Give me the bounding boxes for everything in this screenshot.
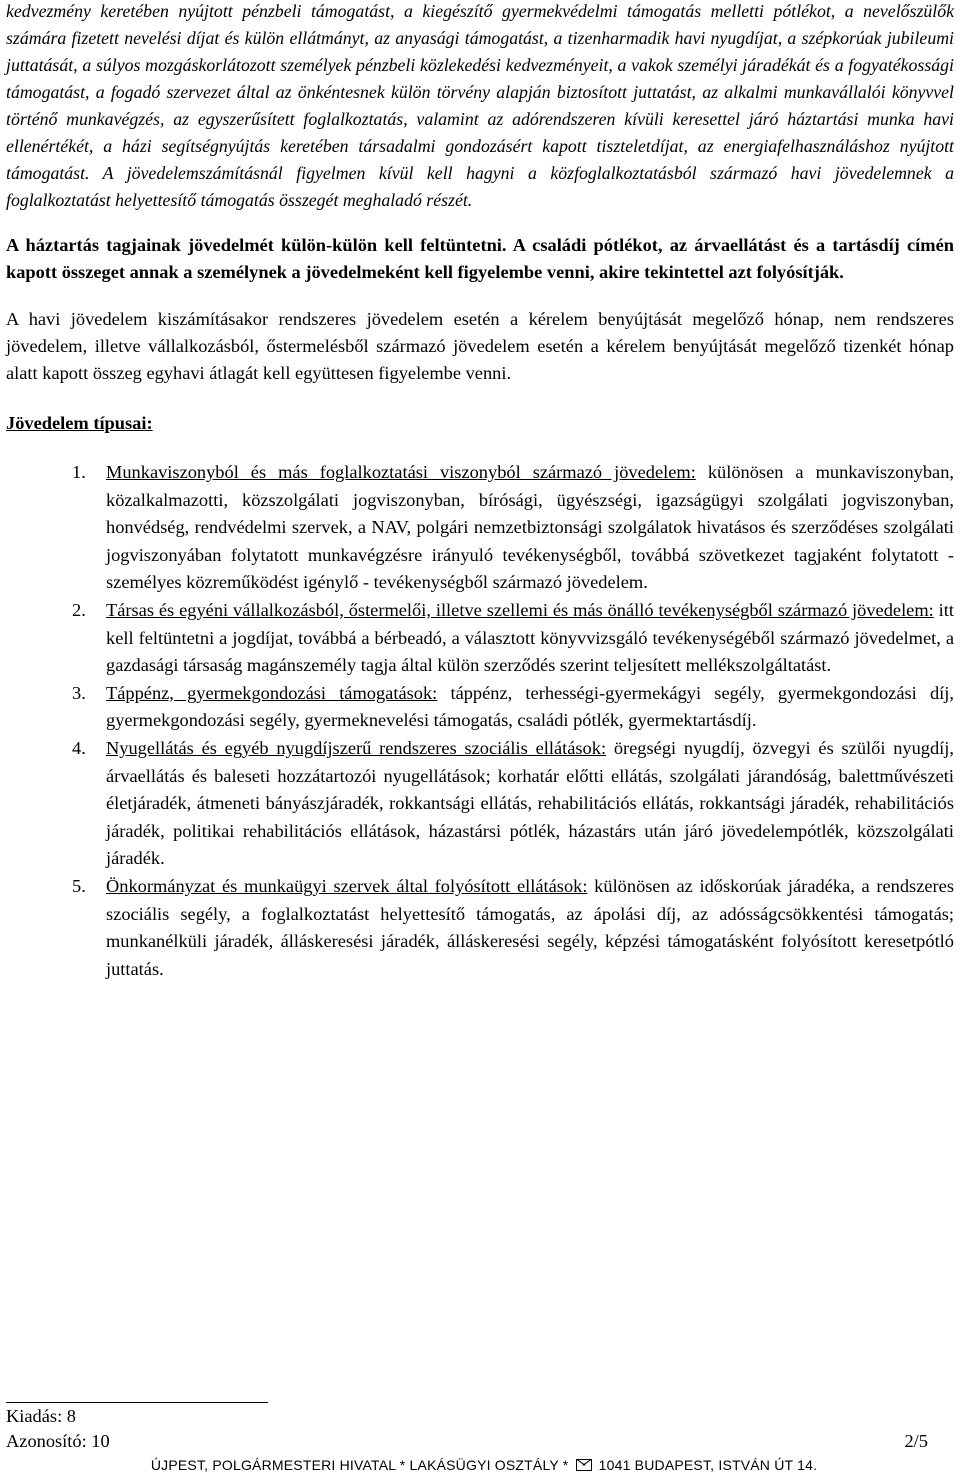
footer-edition: Kiadás: 8	[6, 1406, 76, 1426]
list-item-number: 5.	[72, 875, 86, 896]
income-types-list	[6, 459, 954, 983]
list-item	[72, 873, 954, 983]
list-item	[72, 597, 954, 680]
intro-italic-text: kedvezmény keretében nyújtott pénzbeli támogatást, a kiegészítő gyermekvédelmi támogatás melletti pótlékot, a nevelőszülők számára fizetett nevelési díjat és külön ellátmányt, az anyasági támogatást, a tizenharmadik havi nyugdíjat, a szépkorúak jubileumi juttatását, a súlyos mozgáskorlátozott személyek pénzbeli közlekedési kedvezményeit, a vakok személyi járadékát és a fogyatékossági támogatást, a fogadó szervezet által az önkéntesnek külön törvény alapján biztosított juttatást, az alkalmi munkavállalói könyvvel történő munkavégzés, az egyszerűsített foglalkoztatás, valamint az adórendszeren kívüli keresettel járó háztartási munka havi ellenértékét, a házi segítségnyújtás keretében társadalmi gondozásért kapott tiszteletdíjat, az energiafelhasználáshoz nyújtott támogatást.	[6, 1, 954, 183]
footer-address-left: ÚJPEST, POLGÁRMESTERI HIVATAL * LAKÁSÜGYI OSZTÁLY *	[150, 1457, 569, 1473]
list-item-text: táppénz, terhességi-gyermekágyi segély, gyermekgondozási díj, gyermekgondozási segély, gyermeknevelési támogatás, családi pótlék, gyermektartásdíj.	[106, 682, 954, 731]
document-page	[6, 0, 954, 983]
footer-identifier: Azonosító: 10	[6, 1431, 110, 1451]
list-item	[72, 680, 954, 735]
list-item-title: Társas és egyéni vállalkozásból, őstermelői, illetve szellemi és más önálló tevékenységből származó jövedelem:	[106, 599, 934, 620]
list-item	[72, 459, 954, 597]
list-item-title: Nyugellátás és egyéb nyugdíjszerű rendszeres szociális ellátások:	[106, 737, 607, 758]
list-item-title: Táppénz, gyermekgondozási támogatások:	[106, 682, 438, 703]
page-footer	[6, 1404, 928, 1474]
list-item-text: öregségi nyugdíj, özvegyi és szülői nyugdíj, árvaellátás és baleseti hozzátartozói nyugellátások; korhatár előtti ellátás, szolgálati járandóság, balettművészeti életjáradék, átmeneti bányászjáradék, rokkantsági ellátás, rehabilitációs ellátás, rokkantsági járadék, rehabilitációs járadék, politikai rehabilitációs ellátások, házastársi pótlék, házastárs után járó jövedelempótlék, közszolgálati járadék.	[106, 737, 954, 869]
footer-address	[134, 1456, 834, 1474]
footer-divider	[6, 1402, 268, 1403]
footer-id-row	[6, 1429, 928, 1454]
list-item-number: 2.	[72, 599, 86, 620]
footer-address-right: 1041 BUDAPEST, ISTVÁN ÚT 14.	[598, 1457, 818, 1473]
list-item-number: 1.	[72, 462, 86, 482]
list-item-number: 3.	[72, 682, 86, 703]
income-types-heading: Jövedelem típusai:	[6, 413, 153, 433]
list-item-title: Önkormányzat és munkaügyi szervek által folyósított ellátások:	[106, 875, 588, 896]
envelope-icon	[576, 1459, 592, 1471]
household-members-paragraph: A háztartás tagjainak jövedelmét külön-külön kell feltüntetni. A családi pótlékot, az árvaellátást és a tartásdíj címén kapott összeget annak a személynek a jövedelmeként kell figyelembe venni, akire tekintettel azt folyósítják.	[6, 235, 954, 282]
intro-paragraph	[6, 0, 954, 214]
list-item-text: itt kell feltüntetni a jogdíjat, továbbá a bérbeadó, a választott könyvvizsgáló tevékenységéből származó jövedelmet, a gazdasági társaság magánszemély tagja által külön szerződés szerint teljesített mellékszolgáltatást.	[106, 599, 954, 676]
monthly-income-paragraph: A havi jövedelem kiszámításakor rendszeres jövedelem esetén a kérelem benyújtását megelőző hónap, nem rendszeres jövedelem, illetve vállalkozásból, őstermelésből származó jövedelem esetén a kérelem benyújtását megelőző tizenkét hónap alatt kapott összeg egyhavi átlagát kell együttesen figyelembe venni.	[6, 309, 954, 383]
list-item-text: különösen a munkaviszonyban, közalkalmazotti, közszolgálati jogviszonyban, bírósági, ügyészségi, igazságügyi szolgálati jogviszonyban, honvédség, rendvédelmi szervek, a NAV, polgári nemzetbiztonsági szolgálatok hivatásos és szerződéses szolgálati jogviszonyában folytatott munkavégzésre irányuló tevékenységből, továbbá szövetkezet tagjaként folytatott - személyes közreműködést igénylő - tevékenységből származó jövedelem.	[106, 462, 954, 593]
footer-page-number: 2/5	[904, 1431, 928, 1451]
intro-italic-tail: A jövedelemszámításnál figyelmen kívül kell hagyni a közfoglalkoztatásból származó havi jövedelemnek a foglalkoztatást helyettesítő támogatás összegét meghaladó részét.	[6, 163, 954, 210]
list-item-title: Munkaviszonyból és más foglalkoztatási viszonyból származó jövedelem:	[106, 462, 696, 482]
list-item	[72, 735, 954, 873]
list-item-number: 4.	[72, 737, 86, 758]
list-item-text: különösen az időskorúak járadéka, a rendszeres szociális segély, a foglalkoztatást helyettesítő támogatás, az ápolási díj, az adósságcsökkentési támogatás; munkanélküli járadék, álláskeresési járadék, álláskeresési segély, képzési támogatásként folyósított keresetpótló juttatás.	[106, 875, 954, 979]
